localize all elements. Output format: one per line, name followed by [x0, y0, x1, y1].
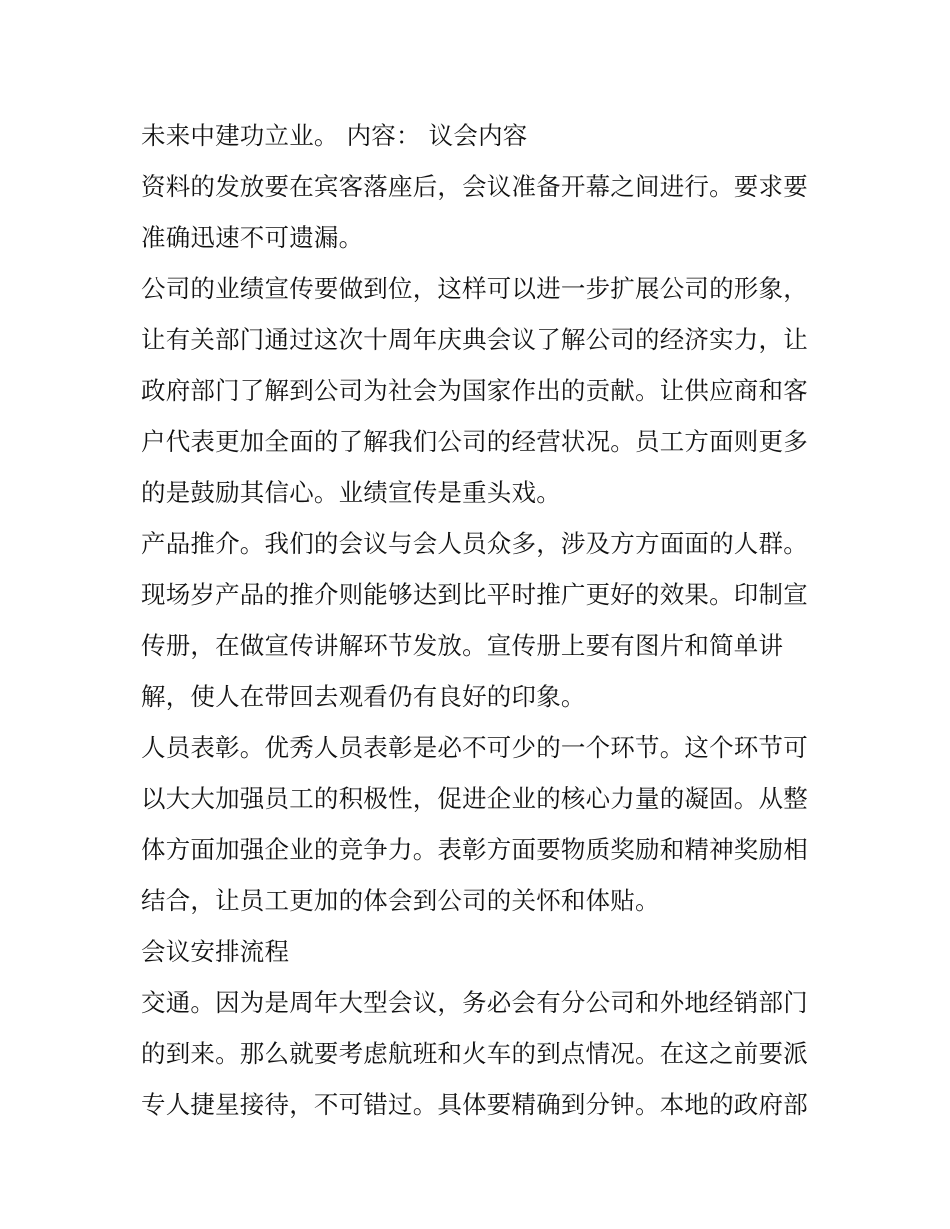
- text-line: 未来中建功立业。 内容： 议会内容: [141, 121, 528, 150]
- text-line: 资料的发放要在宾客落座后，会议准备开幕之间进行。要求要: [141, 172, 808, 201]
- section-heading: 会议安排流程: [141, 937, 290, 966]
- text-line: 让有关部门通过这次十周年庆典会议了解公司的经济实力，让: [141, 325, 808, 354]
- text-line: 的到来。那么就要考虑航班和火车的到点情况。在这之前要派: [141, 1039, 808, 1068]
- text-line: 交通。因为是周年大型会议，务必会有分公司和外地经销部门: [141, 988, 808, 1017]
- text-line: 解，使人在带回去观看仍有良好的印象。: [141, 682, 586, 711]
- text-line: 户代表更加全面的了解我们公司的经营状况。员工方面则更多: [141, 427, 808, 456]
- text-line: 公司的业绩宣传要做到位，这样可以进一步扩展公司的形象，: [141, 274, 808, 303]
- document-body: [141, 110, 821, 1130]
- text-line: 现场岁产品的推介则能够达到比平时推广更好的效果。印制宣: [141, 580, 808, 609]
- text-line: 政府部门了解到公司为社会为国家作出的贡献。让供应商和客: [141, 376, 808, 405]
- text-line: 结合，让员工更加的体会到公司的关怀和体贴。: [141, 886, 660, 915]
- text-line: 以大大加强员工的积极性，促进企业的核心力量的凝固。从整: [141, 784, 808, 813]
- text-line: 的是鼓励其信心。业绩宣传是重头戏。: [141, 478, 561, 507]
- text-line: 专人捷星接待，不可错过。具体要精确到分钟。本地的政府部: [141, 1090, 808, 1119]
- text-line: 体方面加强企业的竞争力。表彰方面要物质奖励和精神奖励相: [141, 835, 808, 864]
- text-line: 传册，在做宣传讲解环节发放。宣传册上要有图片和简单讲: [141, 631, 784, 660]
- text-line: 准确迅速不可遗漏。: [141, 223, 364, 252]
- text-line: 人员表彰。优秀人员表彰是必不可少的一个环节。这个环节可: [141, 733, 808, 762]
- text-line: 产品推介。我们的会议与会人员众多，涉及方方面面的人群。: [141, 529, 808, 558]
